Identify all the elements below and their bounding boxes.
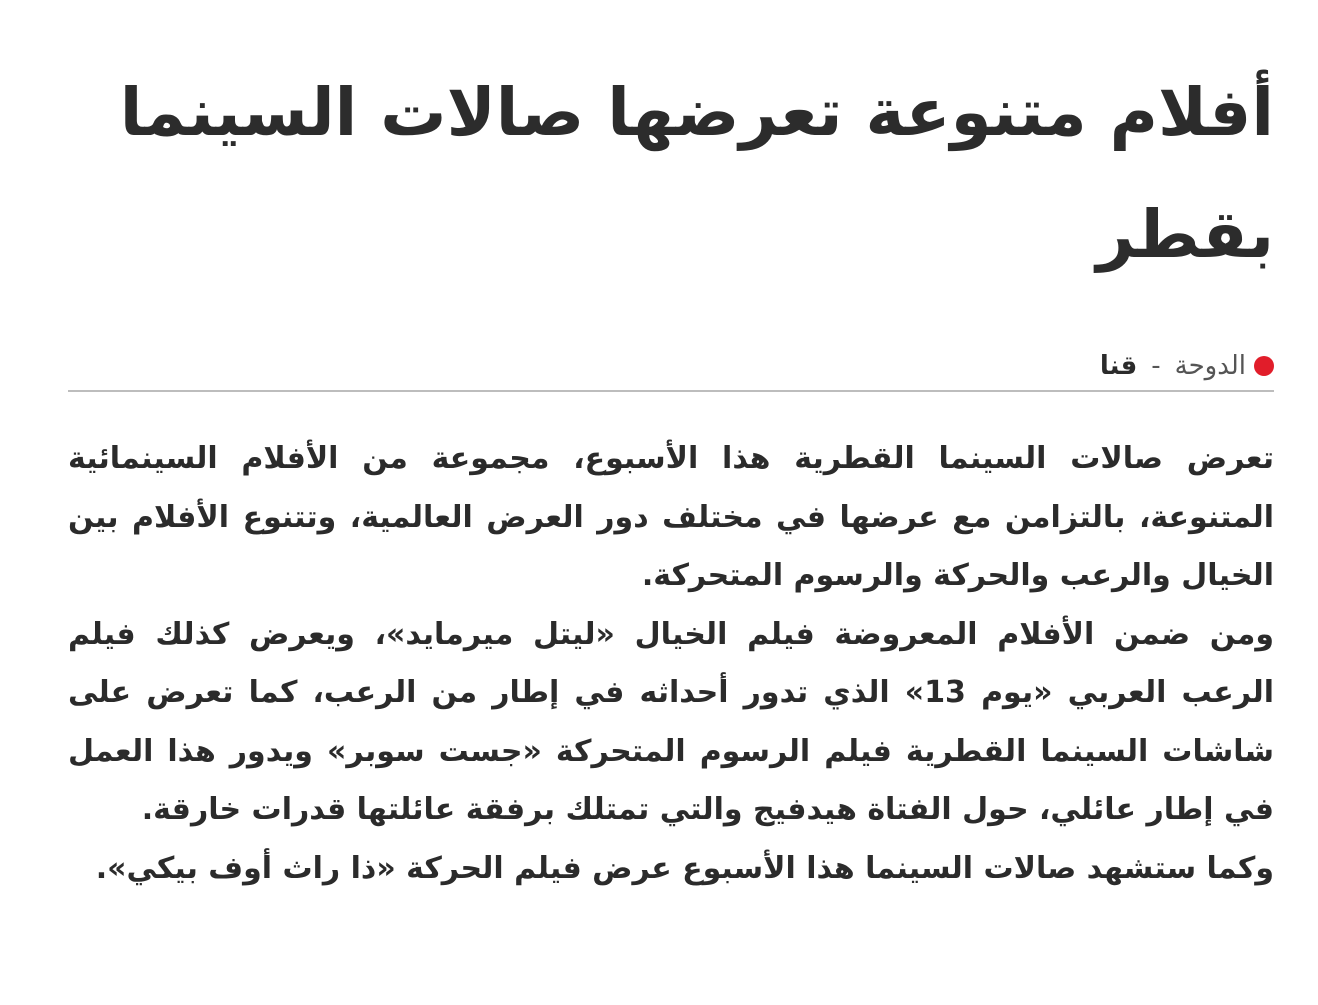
paragraph: وكما ستشهد صالات السينما هذا الأسبوع عرض فيلم الحركة «ذا راث أوف بيكي». bbox=[95, 850, 1274, 886]
article bbox=[68, 0, 1274, 898]
paragraph: تعرض صالات السينما القطرية هذا الأسبوع، مجموعة من الأفلام السينمائية المتنوعة، بالتزامن مع عرضها في مختلف دور العرض العالمية، وتتنوع الأفلام بين الخيال والرعب والحركة والرسوم المتحركة. bbox=[68, 441, 1274, 593]
dateline bbox=[68, 348, 1274, 384]
article-body bbox=[68, 430, 1274, 898]
headline: أفلام متنوعة تعرضها صالات السينما بقطر bbox=[119, 74, 1274, 273]
red-dot-icon bbox=[1254, 356, 1274, 376]
paragraph: ومن ضمن الأفلام المعروضة فيلم الخيال «ليتل ميرمايد»، ويعرض كذلك فيلم الرعب العربي «يوم 13» الذي تدور أحداثه في إطار من الرعب، كما تعرض على شاشات السينما القطرية فيلم الرسوم المتحركة «جست سوبر» ويدور هذا العمل في إطار عائلي، حول الفتاة هيدفيج والتي تمتلك برفقة عائلتها قدرات خارقة. bbox=[68, 616, 1274, 827]
divider bbox=[68, 390, 1274, 392]
dateline-city: الدوحة bbox=[1174, 351, 1246, 381]
dateline-agency: قنا bbox=[1099, 351, 1138, 381]
dateline-separator: - bbox=[1151, 351, 1161, 381]
